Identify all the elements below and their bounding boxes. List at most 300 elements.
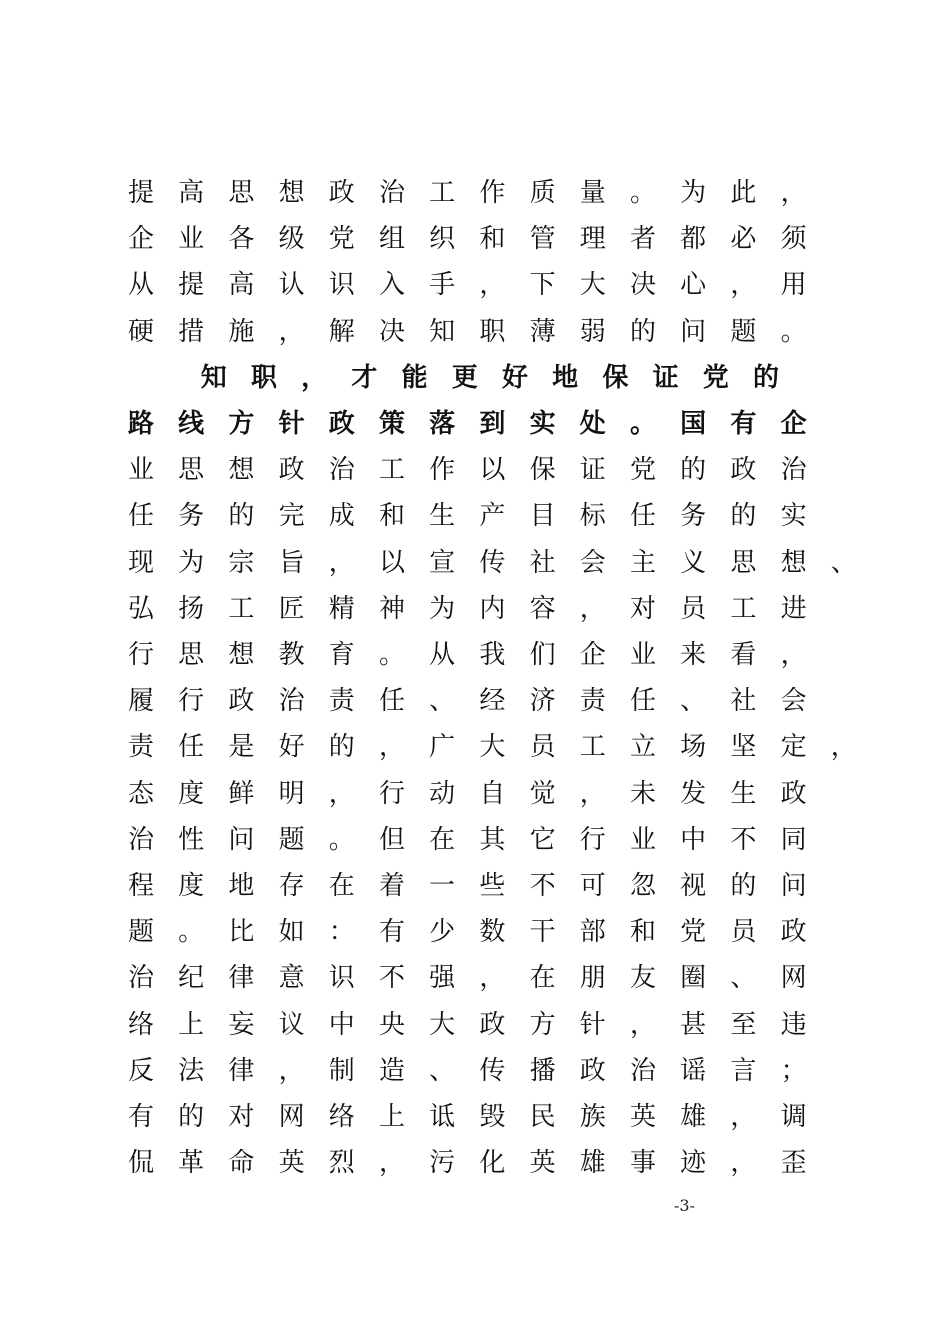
text-character: 想 <box>228 455 255 486</box>
text-character: 是 <box>228 732 255 763</box>
text-character: 我 <box>479 640 506 670</box>
text-character: 路 <box>127 409 154 439</box>
text-character: 宗 <box>228 547 255 578</box>
text-character: 看 <box>730 640 757 670</box>
text-character: 高 <box>178 178 205 208</box>
text-character: 比 <box>228 917 255 948</box>
text-character: 和 <box>378 501 405 532</box>
text-character: 律 <box>228 1055 255 1086</box>
text-character: 央 <box>378 1009 405 1040</box>
text-character: 生 <box>429 501 456 532</box>
text-character: ： <box>328 917 355 948</box>
text-character: 的 <box>752 362 779 393</box>
text-character: 方 <box>228 409 255 439</box>
text-character: 各 <box>228 224 255 255</box>
text-character: 才 <box>351 362 378 393</box>
text-line <box>0 358 950 398</box>
text-character: 以 <box>479 455 506 486</box>
text-character: 上 <box>178 1009 205 1040</box>
text-character: 题 <box>127 917 154 948</box>
text-character: 策 <box>378 409 405 439</box>
text-character: 质 <box>529 178 556 208</box>
text-character: 歪 <box>780 1148 807 1179</box>
text-character: 度 <box>178 778 205 809</box>
text-character: 思 <box>178 640 205 670</box>
text-character: 不 <box>730 824 757 855</box>
text-character: 都 <box>680 224 707 255</box>
text-character: 业 <box>629 824 656 855</box>
text-character: 网 <box>780 963 807 994</box>
text-character: 一 <box>429 871 456 901</box>
text-character: 教 <box>278 640 305 670</box>
text-character: 英 <box>529 1148 556 1179</box>
text-character: 治 <box>278 686 305 717</box>
text-character: 标 <box>579 501 606 532</box>
text-character: 部 <box>579 917 606 948</box>
text-character: 好 <box>278 732 305 763</box>
text-character: 企 <box>127 224 154 255</box>
text-character: 自 <box>479 778 506 809</box>
text-character: 会 <box>780 686 807 717</box>
text-character: ， <box>780 640 807 670</box>
text-character: 问 <box>228 824 255 855</box>
text-character: 主 <box>629 547 656 578</box>
text-character: 谣 <box>680 1055 707 1086</box>
text-character: ， <box>328 778 355 809</box>
text-line <box>0 496 950 536</box>
text-character: 地 <box>552 362 579 393</box>
text-character: 政 <box>780 778 807 809</box>
text-character: ， <box>479 963 506 994</box>
text-character: 员 <box>680 593 707 624</box>
text-character: 其 <box>479 824 506 855</box>
text-character: 在 <box>328 871 355 901</box>
text-character: 党 <box>328 224 355 255</box>
text-character: 进 <box>780 593 807 624</box>
text-character: 、 <box>429 1055 456 1086</box>
text-character: 必 <box>730 224 757 255</box>
text-character: 目 <box>529 501 556 532</box>
text-character: 证 <box>652 362 679 393</box>
text-character: 制 <box>328 1055 355 1086</box>
text-character: 治 <box>328 455 355 486</box>
text-character: 党 <box>629 455 656 486</box>
text-character: 织 <box>429 224 456 255</box>
text-character: 的 <box>680 455 707 486</box>
text-character: 调 <box>780 1102 807 1132</box>
text-character: 坚 <box>730 732 757 763</box>
text-line <box>0 635 950 675</box>
text-line <box>0 727 950 767</box>
text-character: 内 <box>479 593 506 624</box>
text-character: 中 <box>328 1009 355 1040</box>
text-character: 诋 <box>429 1102 456 1132</box>
text-character: 大 <box>479 732 506 763</box>
text-character: ， <box>629 1009 656 1040</box>
text-character: 任 <box>629 686 656 717</box>
text-character: 工 <box>429 178 456 208</box>
text-character: 在 <box>429 824 456 855</box>
text-line <box>0 265 950 305</box>
text-character: 薄 <box>529 316 556 347</box>
text-character: 圈 <box>680 963 707 994</box>
text-character: 议 <box>278 1009 305 1040</box>
text-character: 处 <box>579 409 606 439</box>
text-character: 完 <box>278 501 305 532</box>
text-character: 现 <box>127 547 154 578</box>
text-character: 的 <box>178 1102 205 1132</box>
text-character: 量 <box>579 178 606 208</box>
text-character: 。 <box>629 178 656 208</box>
text-character: ， <box>479 270 506 301</box>
text-character: 工 <box>730 593 757 624</box>
text-character: 经 <box>479 686 506 717</box>
text-character: 员 <box>529 732 556 763</box>
text-character: 明 <box>278 778 305 809</box>
text-character: 落 <box>429 409 456 439</box>
text-character: 更 <box>451 362 478 393</box>
text-character: 数 <box>479 917 506 948</box>
text-character: 但 <box>378 824 405 855</box>
text-character: 问 <box>680 316 707 347</box>
text-character: 大 <box>579 270 606 301</box>
text-character: 作 <box>429 455 456 486</box>
text-character: ， <box>780 178 807 208</box>
text-character: 甚 <box>680 1009 707 1040</box>
text-character: 用 <box>780 270 807 301</box>
text-character: 可 <box>579 871 606 901</box>
text-character: 。 <box>378 640 405 670</box>
text-character: 职 <box>250 362 277 393</box>
text-character: 高 <box>228 270 255 301</box>
text-character: 任 <box>629 501 656 532</box>
text-line <box>0 312 950 352</box>
text-character: 弱 <box>579 316 606 347</box>
text-character: 反 <box>127 1055 154 1086</box>
text-character: 政 <box>278 455 305 486</box>
text-line <box>0 589 950 629</box>
text-character: 民 <box>529 1102 556 1132</box>
text-character: 思 <box>228 178 255 208</box>
text-character: 造 <box>378 1055 405 1086</box>
text-character: 不 <box>378 963 405 994</box>
text-character: 能 <box>401 362 428 393</box>
text-character: 、 <box>830 547 857 578</box>
text-character: 发 <box>680 778 707 809</box>
text-line <box>0 543 950 583</box>
text-character: 题 <box>730 316 757 347</box>
text-character: 的 <box>730 871 757 901</box>
text-character: 。 <box>629 409 656 439</box>
text-character: 鲜 <box>228 778 255 809</box>
text-character: 证 <box>579 455 606 486</box>
text-character: 政 <box>479 1009 506 1040</box>
text-character: ， <box>579 593 606 624</box>
text-character: 革 <box>178 1148 205 1179</box>
text-character: 络 <box>127 1009 154 1040</box>
text-character: 事 <box>629 1148 656 1179</box>
text-character: 治 <box>629 1055 656 1086</box>
text-character: 想 <box>780 547 807 578</box>
text-character: 国 <box>680 409 707 439</box>
text-character: 朋 <box>579 963 606 994</box>
text-character: ， <box>378 1148 405 1179</box>
text-character: 行 <box>127 640 154 670</box>
text-line <box>0 1097 950 1137</box>
text-character: 污 <box>429 1148 456 1179</box>
text-character: 工 <box>579 732 606 763</box>
text-character: 至 <box>730 1009 757 1040</box>
text-character: 政 <box>730 455 757 486</box>
text-character: 解 <box>328 316 355 347</box>
text-character: 心 <box>680 270 707 301</box>
text-character: 业 <box>127 455 154 486</box>
text-character: 命 <box>228 1148 255 1179</box>
text-character: 产 <box>479 501 506 532</box>
text-character: 们 <box>529 640 556 670</box>
text-character: 和 <box>629 917 656 948</box>
text-character: 者 <box>629 224 656 255</box>
text-character: 广 <box>429 732 456 763</box>
text-character: 责 <box>328 686 355 717</box>
text-character: 到 <box>479 409 506 439</box>
text-character: 企 <box>579 640 606 670</box>
text-line <box>0 173 950 213</box>
text-character: 针 <box>579 1009 606 1040</box>
text-character: 精 <box>328 593 355 624</box>
text-character: 和 <box>479 224 506 255</box>
text-line <box>0 820 950 860</box>
page-number: -3- <box>674 1196 695 1215</box>
text-character: 程 <box>127 871 154 901</box>
text-character: 针 <box>278 409 305 439</box>
text-line <box>0 1051 950 1091</box>
text-character: 网 <box>278 1102 305 1132</box>
text-character: 视 <box>680 871 707 901</box>
text-character: 级 <box>278 224 305 255</box>
text-character: 些 <box>479 871 506 901</box>
text-character: 党 <box>702 362 729 393</box>
text-line <box>0 1143 950 1183</box>
text-character: 知 <box>200 362 227 393</box>
text-character: 中 <box>680 824 707 855</box>
text-character: 立 <box>629 732 656 763</box>
text-character: 政 <box>228 686 255 717</box>
text-character: ， <box>830 732 857 763</box>
text-character: 想 <box>228 640 255 670</box>
text-character: 行 <box>378 778 405 809</box>
text-line <box>0 958 950 998</box>
text-character: 任 <box>378 686 405 717</box>
text-character: 强 <box>429 963 456 994</box>
text-character: 律 <box>228 963 255 994</box>
text-character: 作 <box>479 178 506 208</box>
text-character: 此 <box>730 178 757 208</box>
text-character: 族 <box>579 1102 606 1132</box>
text-character: 决 <box>629 270 656 301</box>
text-character: 不 <box>529 871 556 901</box>
text-character: 认 <box>278 270 305 301</box>
text-character: 会 <box>579 547 606 578</box>
text-character: 保 <box>602 362 629 393</box>
text-character: 容 <box>529 593 556 624</box>
text-character: 实 <box>529 409 556 439</box>
text-character: 觉 <box>529 778 556 809</box>
text-character: 英 <box>278 1148 305 1179</box>
text-character: 履 <box>127 686 154 717</box>
text-character: 务 <box>680 501 707 532</box>
text-character: 想 <box>278 178 305 208</box>
text-character: 生 <box>730 778 757 809</box>
text-character: 。 <box>780 316 807 347</box>
text-character: 手 <box>429 270 456 301</box>
text-character: 工 <box>228 593 255 624</box>
text-line <box>0 866 950 906</box>
text-character: 、 <box>730 963 757 994</box>
text-character: 弘 <box>127 593 154 624</box>
text-character: 友 <box>629 963 656 994</box>
text-character: 业 <box>178 224 205 255</box>
text-character: 措 <box>178 316 205 347</box>
text-character: 行 <box>178 686 205 717</box>
text-character: 方 <box>529 1009 556 1040</box>
text-character: 业 <box>629 640 656 670</box>
text-character: 题 <box>278 824 305 855</box>
text-character: 。 <box>328 824 355 855</box>
text-character: 着 <box>378 871 405 901</box>
text-character: 法 <box>178 1055 205 1086</box>
text-character: 硬 <box>127 316 154 347</box>
text-character: 毁 <box>479 1102 506 1132</box>
text-character: 神 <box>378 593 405 624</box>
text-character: 匠 <box>278 593 305 624</box>
text-character: 思 <box>178 455 205 486</box>
text-character: 未 <box>629 778 656 809</box>
text-character: 问 <box>780 871 807 901</box>
text-character: ， <box>328 547 355 578</box>
text-character: 决 <box>378 316 405 347</box>
text-character: 义 <box>680 547 707 578</box>
text-character: 社 <box>529 547 556 578</box>
text-character: 在 <box>529 963 556 994</box>
text-line <box>0 1005 950 1045</box>
text-character: 化 <box>479 1148 506 1179</box>
text-character: 如 <box>278 917 305 948</box>
text-character: 存 <box>278 871 305 901</box>
text-character: 识 <box>328 270 355 301</box>
text-character: 理 <box>579 224 606 255</box>
text-character: 的 <box>328 732 355 763</box>
text-character: 大 <box>429 1009 456 1040</box>
text-character: 识 <box>328 963 355 994</box>
text-character: 政 <box>780 917 807 948</box>
text-character: 为 <box>680 178 707 208</box>
text-character: 组 <box>378 224 405 255</box>
text-line <box>0 219 950 259</box>
text-character: ； <box>780 1055 807 1086</box>
text-character: 动 <box>429 778 456 809</box>
text-character: 线 <box>178 409 205 439</box>
text-character: 提 <box>127 178 154 208</box>
text-character: 的 <box>629 316 656 347</box>
text-character: 治 <box>378 178 405 208</box>
text-character: 责 <box>579 686 606 717</box>
text-character: 济 <box>529 686 556 717</box>
text-character: 的 <box>730 501 757 532</box>
text-character: 工 <box>378 455 405 486</box>
text-character: 管 <box>529 224 556 255</box>
text-line <box>0 450 950 490</box>
text-character: 上 <box>378 1102 405 1132</box>
text-character: 知 <box>429 316 456 347</box>
text-character: 政 <box>328 178 355 208</box>
text-character: 纪 <box>178 963 205 994</box>
text-character: 有 <box>730 409 757 439</box>
text-character: 有 <box>127 1102 154 1132</box>
text-character: 施 <box>228 316 255 347</box>
text-character: 责 <box>127 732 154 763</box>
text-character: 治 <box>780 455 807 486</box>
text-character: 干 <box>529 917 556 948</box>
text-character: 政 <box>328 409 355 439</box>
text-character: ， <box>579 778 606 809</box>
text-character: 对 <box>629 593 656 624</box>
text-character: 络 <box>328 1102 355 1132</box>
text-character: 、 <box>680 686 707 717</box>
text-character: ， <box>730 270 757 301</box>
text-character: 下 <box>529 270 556 301</box>
text-character: 有 <box>378 917 405 948</box>
text-character: 职 <box>479 316 506 347</box>
text-character: 违 <box>780 1009 807 1040</box>
text-character: 烈 <box>328 1148 355 1179</box>
text-character: ， <box>730 1148 757 1179</box>
text-character: 从 <box>429 640 456 670</box>
text-character: 的 <box>228 501 255 532</box>
text-character: 宣 <box>429 547 456 578</box>
text-character: 任 <box>127 501 154 532</box>
text-character: ， <box>378 732 405 763</box>
text-character: 对 <box>228 1102 255 1132</box>
text-character: 侃 <box>127 1148 154 1179</box>
text-line <box>0 681 950 721</box>
text-character: ， <box>278 316 305 347</box>
text-character: 定 <box>780 732 807 763</box>
text-character: 治 <box>127 963 154 994</box>
text-character: 忽 <box>629 871 656 901</box>
text-line <box>0 404 950 444</box>
text-character: 保 <box>529 455 556 486</box>
text-character: 传 <box>479 1055 506 1086</box>
text-character: 育 <box>328 640 355 670</box>
text-character: 少 <box>429 917 456 948</box>
text-character: 度 <box>178 871 205 901</box>
text-character: 行 <box>579 824 606 855</box>
text-character: 员 <box>730 917 757 948</box>
text-character: 性 <box>178 824 205 855</box>
text-character: 思 <box>730 547 757 578</box>
text-character: 态 <box>127 778 154 809</box>
text-character: 好 <box>501 362 528 393</box>
text-character: 它 <box>529 824 556 855</box>
text-character: 务 <box>178 501 205 532</box>
text-character: 成 <box>328 501 355 532</box>
text-character: 实 <box>780 501 807 532</box>
text-character: 地 <box>228 871 255 901</box>
text-character: 任 <box>178 732 205 763</box>
text-character: 传 <box>479 547 506 578</box>
text-line <box>0 912 950 952</box>
